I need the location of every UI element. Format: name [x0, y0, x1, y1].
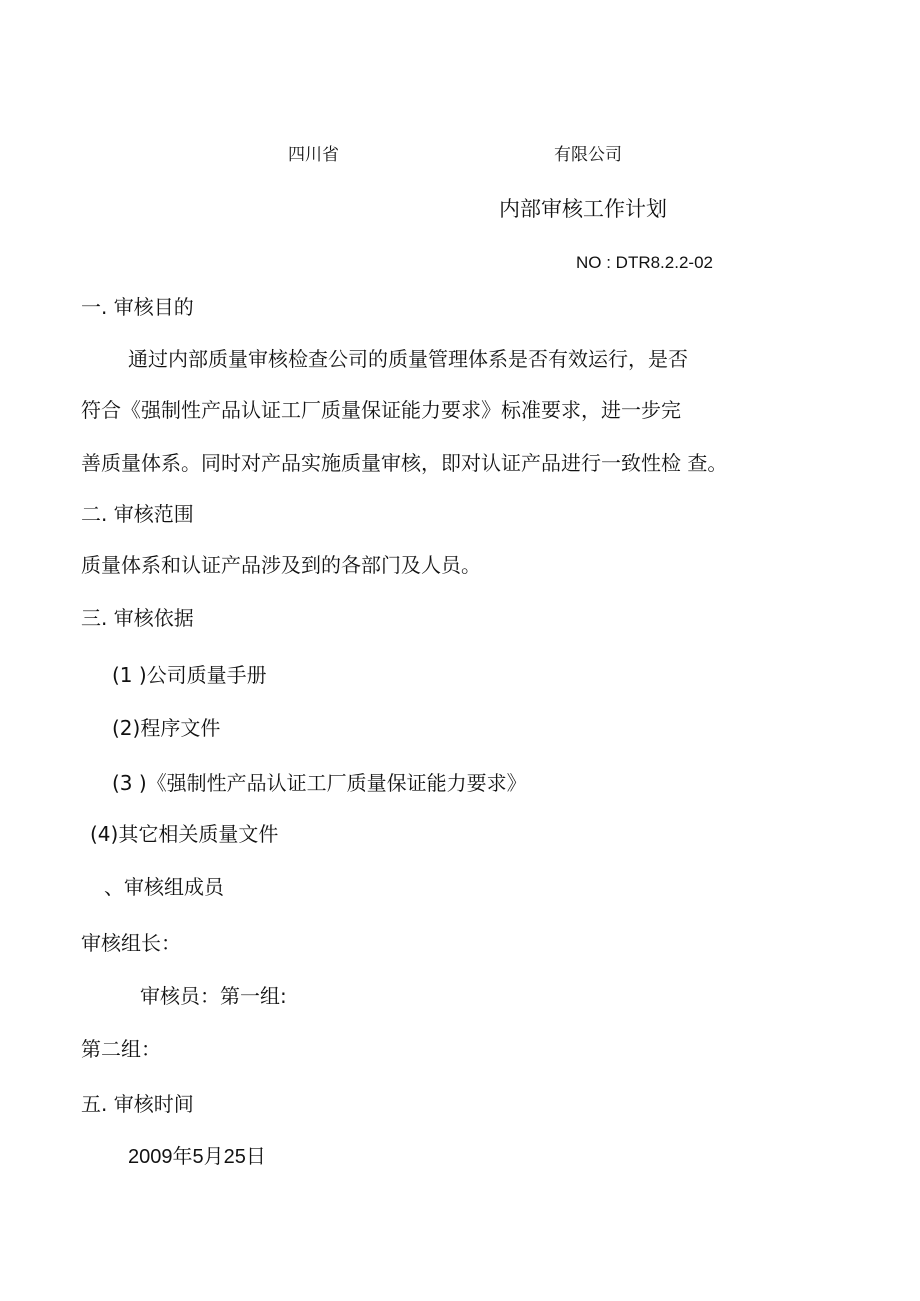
header-province: 四川省	[288, 145, 339, 165]
section-1-para-line-1: 通过内部质量审核检查公司的质量管理体系是否有效运行，是否	[128, 347, 688, 371]
section-5-heading: 五. 审核时间	[81, 1092, 194, 1116]
section-4-heading: 、审核组成员	[104, 875, 224, 899]
section-2-heading: 二. 审核范围	[81, 502, 194, 526]
section-1-heading: 一. 审核目的	[81, 295, 194, 319]
document-title: 内部审核工作计划	[499, 197, 667, 221]
audit-team-leader-label: 审核组长：	[81, 931, 181, 955]
section-3-heading: 三. 审核依据	[81, 606, 194, 630]
auditor-group-1-label: 审核员：第一组:	[140, 984, 287, 1008]
section-3-item-1: (1 )公司质量手册	[112, 663, 267, 687]
section-2-body: 质量体系和认证产品涉及到的各部门及人员。	[81, 553, 481, 577]
document-number: NO : DTR8.2.2-02	[576, 253, 713, 272]
header-company-suffix: 有限公司	[554, 145, 622, 165]
section-1-para-line-3: 善质量体系。同时对产品实施质量审核，即对认证产品进行一致性检 查。	[81, 451, 728, 475]
section-3-item-4: (4)其它相关质量文件	[90, 822, 279, 846]
section-3-item-3: (3 )《强制性产品认证工厂质量保证能力要求》	[112, 771, 527, 795]
section-1-para-line-2: 符合《强制性产品认证工厂质量保证能力要求》标准要求，进一步完	[81, 398, 681, 422]
section-3-item-2: (2)程序文件	[112, 716, 221, 740]
auditor-group-2-label: 第二组：	[81, 1037, 161, 1061]
audit-date: 2009年5月25日	[128, 1146, 266, 1168]
